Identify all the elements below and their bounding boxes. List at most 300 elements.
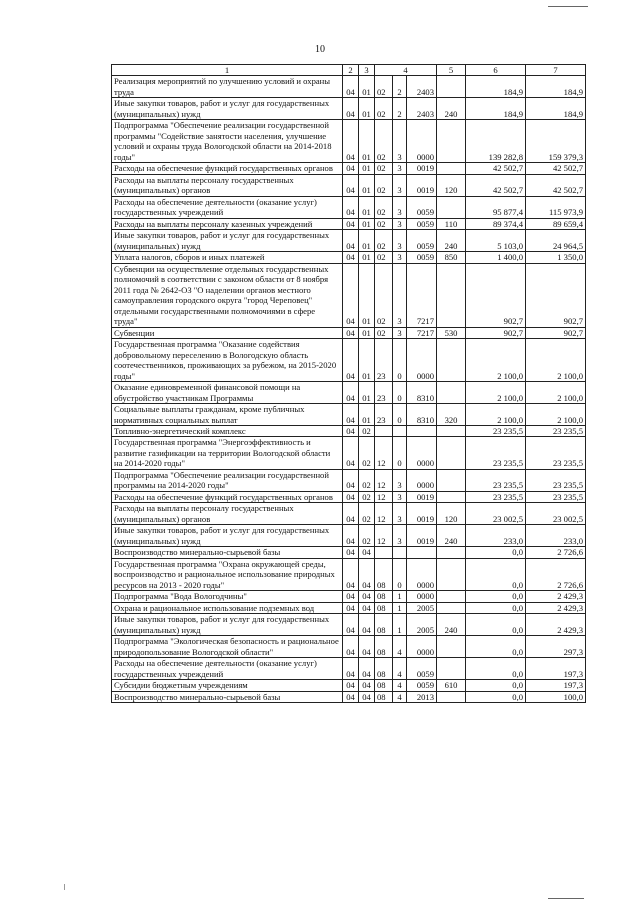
table-row [112,404,586,426]
code-direction [407,547,437,558]
code-subsection: 01 [359,252,375,263]
row-name: Расходы на обеспечение функций государственных органов [112,491,343,502]
row-name: Подпрограмма "Обеспечение реализации государственной программы "Содействие занятости населения, улучшение условий и охраны труда Вологодской области на 2014-2018 годы" [112,120,343,163]
row-name: Уплата налогов, сборов и иных платежей [112,252,343,263]
code-section: 04 [343,491,359,502]
code-subsection: 04 [359,614,375,636]
row-name: Социальные выплаты гражданам, кроме публичных нормативных социальных выплат [112,404,343,426]
row-name: Субсидии бюджетным учреждениям [112,680,343,691]
code-section: 04 [343,591,359,602]
code-direction: 7217 [407,327,437,338]
code-subsection: 01 [359,404,375,426]
amount-col-7: 902,7 [526,263,586,327]
amount-col-6: 2 100,0 [466,382,526,404]
code-expense-type [437,120,466,163]
code-expense-type [437,163,466,174]
amount-col-7: 1 350,0 [526,252,586,263]
table-row [112,252,586,263]
header-col-5: 5 [437,65,466,76]
amount-col-6: 902,7 [466,327,526,338]
code-subprogram: 3 [393,218,407,229]
code-program: 02 [375,76,393,98]
code-subprogram: 4 [393,680,407,691]
amount-col-6: 2 100,0 [466,404,526,426]
code-subsection: 04 [359,680,375,691]
amount-col-7: 23 235,5 [526,425,586,436]
code-subprogram: 0 [393,437,407,469]
code-subprogram: 4 [393,691,407,702]
row-name: Подпрограмма "Вода Вологодчины" [112,591,343,602]
code-program [375,425,393,436]
amount-col-6: 0,0 [466,558,526,590]
code-expense-type: 240 [437,525,466,547]
code-section: 04 [343,614,359,636]
row-name: Государственная программа "Оказание содействия добровольному переселению в Вологодскую область соотечественников, проживающих за рубежом, на 2015-2020 годы" [112,339,343,382]
code-subsection: 01 [359,196,375,218]
code-subsection: 02 [359,503,375,525]
code-subprogram: 4 [393,636,407,658]
table-row [112,602,586,613]
table-row [112,503,586,525]
code-expense-type [437,636,466,658]
header-col-7: 7 [526,65,586,76]
code-section: 04 [343,658,359,680]
code-section: 04 [343,691,359,702]
budget-table [111,64,586,703]
code-direction: 2005 [407,602,437,613]
amount-col-6: 139 282,8 [466,120,526,163]
code-section: 04 [343,547,359,558]
code-section: 04 [343,339,359,382]
amount-col-7: 23 235,5 [526,437,586,469]
code-subprogram: 3 [393,174,407,196]
code-subsection: 04 [359,691,375,702]
row-name: Субвенции на осуществление отдельных государственных полномочий в соответствии с законом области от 8 ноября 2011 года № 2642-ОЗ "О наделении органов местного самоуправления городского округа "город Череповец" отдельными государственными полномочиями в сфере труда" [112,263,343,327]
code-direction: 8310 [407,382,437,404]
table-body [112,76,586,703]
amount-col-6: 2 100,0 [466,339,526,382]
code-subprogram [393,547,407,558]
row-name: Воспроизводство минерально-сырьевой базы [112,547,343,558]
table-row [112,437,586,469]
code-subprogram: 1 [393,614,407,636]
amount-col-6: 23 002,5 [466,503,526,525]
code-expense-type: 530 [437,327,466,338]
table-row [112,327,586,338]
code-direction: 2013 [407,691,437,702]
row-name: Расходы на выплаты персоналу казенных учреждений [112,218,343,229]
code-subprogram: 3 [393,263,407,327]
code-program: 02 [375,327,393,338]
scan-mark-bottom-left [64,884,65,890]
table-row [112,98,586,120]
code-subsection: 02 [359,469,375,491]
code-subsection: 01 [359,339,375,382]
amount-col-6: 0,0 [466,658,526,680]
code-subsection: 02 [359,437,375,469]
code-subsection: 04 [359,658,375,680]
code-subprogram: 3 [393,503,407,525]
code-expense-type: 610 [437,680,466,691]
amount-col-6: 0,0 [466,614,526,636]
code-program: 08 [375,658,393,680]
code-expense-type: 320 [437,404,466,426]
table-row [112,218,586,229]
amount-col-7: 2 429,3 [526,614,586,636]
code-direction [407,425,437,436]
amount-col-7: 2 100,0 [526,339,586,382]
code-expense-type [437,469,466,491]
code-section: 04 [343,469,359,491]
code-direction: 0019 [407,503,437,525]
code-subprogram: 3 [393,163,407,174]
code-program: 02 [375,230,393,252]
table-row [112,691,586,702]
table-row [112,120,586,163]
code-expense-type [437,437,466,469]
code-subsection: 02 [359,491,375,502]
table-row [112,196,586,218]
code-section: 04 [343,252,359,263]
table-row [112,680,586,691]
amount-col-7: 2 429,3 [526,591,586,602]
row-name: Воспроизводство минерально-сырьевой базы [112,691,343,702]
amount-col-6: 0,0 [466,691,526,702]
code-direction: 0019 [407,525,437,547]
code-subprogram: 3 [393,525,407,547]
amount-col-7: 23 235,5 [526,491,586,502]
amount-col-6: 0,0 [466,591,526,602]
code-section: 04 [343,98,359,120]
table-row [112,76,586,98]
code-program: 12 [375,503,393,525]
header-col-2: 2 [343,65,359,76]
amount-col-6: 0,0 [466,602,526,613]
code-program: 12 [375,469,393,491]
code-expense-type [437,263,466,327]
code-expense-type [437,196,466,218]
row-name: Подпрограмма "Обеспечение реализации государственной программы на 2014-2020 годы" [112,469,343,491]
amount-col-7: 42 502,7 [526,174,586,196]
code-subsection: 02 [359,425,375,436]
code-direction: 0059 [407,658,437,680]
code-section: 04 [343,196,359,218]
amount-col-6: 42 502,7 [466,163,526,174]
code-section: 04 [343,120,359,163]
code-direction: 0000 [407,120,437,163]
amount-col-6: 184,9 [466,98,526,120]
row-name: Иные закупки товаров, работ и услуг для государственных (муниципальных) нужд [112,230,343,252]
row-name: Государственная программа "Охрана окружающей среды, воспроизводство и рациональное использование природных ресурсов на 2013 - 2020 годы" [112,558,343,590]
code-direction: 8310 [407,404,437,426]
row-name: Иные закупки товаров, работ и услуг для государственных (муниципальных) нужд [112,614,343,636]
code-subsection: 01 [359,327,375,338]
code-expense-type: 240 [437,614,466,636]
code-program: 12 [375,437,393,469]
code-subprogram: 3 [393,327,407,338]
code-expense-type: 240 [437,230,466,252]
code-program: 08 [375,602,393,613]
code-section: 04 [343,680,359,691]
code-subprogram: 3 [393,196,407,218]
code-program: 23 [375,404,393,426]
code-direction: 0059 [407,196,437,218]
code-direction: 0059 [407,252,437,263]
amount-col-7: 902,7 [526,327,586,338]
code-program: 02 [375,252,393,263]
code-direction: 0000 [407,636,437,658]
code-direction: 0000 [407,437,437,469]
table-row [112,174,586,196]
code-program: 02 [375,98,393,120]
row-name: Расходы на обеспечение деятельности (оказание услуг) государственных учреждений [112,196,343,218]
code-direction: 2403 [407,76,437,98]
code-section: 04 [343,525,359,547]
code-section: 04 [343,558,359,590]
amount-col-7: 89 659,4 [526,218,586,229]
row-name: Расходы на выплаты персоналу государственных (муниципальных) органов [112,174,343,196]
code-direction: 0059 [407,218,437,229]
code-subsection: 01 [359,163,375,174]
page-number: 10 [315,44,325,55]
table-row [112,263,586,327]
code-section: 04 [343,230,359,252]
code-direction: 0059 [407,230,437,252]
code-subsection: 01 [359,174,375,196]
code-expense-type [437,658,466,680]
header-col-3: 3 [359,65,375,76]
amount-col-6: 5 103,0 [466,230,526,252]
amount-col-6: 233,0 [466,525,526,547]
code-subprogram: 2 [393,76,407,98]
code-program: 02 [375,263,393,327]
code-expense-type [437,491,466,502]
amount-col-6: 23 235,5 [466,469,526,491]
code-section: 04 [343,218,359,229]
amount-col-6: 0,0 [466,547,526,558]
row-name: Расходы на обеспечение деятельности (оказание услуг) государственных учреждений [112,658,343,680]
code-program: 02 [375,163,393,174]
code-program: 08 [375,558,393,590]
amount-col-7: 197,3 [526,658,586,680]
code-direction: 7217 [407,263,437,327]
code-section: 04 [343,404,359,426]
code-subprogram: 1 [393,591,407,602]
row-name: Иные закупки товаров, работ и услуг для государственных (муниципальных) нужд [112,525,343,547]
code-section: 04 [343,174,359,196]
row-name: Иные закупки товаров, работ и услуг для государственных (муниципальных) нужд [112,98,343,120]
code-expense-type: 850 [437,252,466,263]
amount-col-6: 95 877,4 [466,196,526,218]
code-subprogram: 3 [393,230,407,252]
amount-col-6: 0,0 [466,636,526,658]
amount-col-7: 100,0 [526,691,586,702]
scan-mark-bottom-right [548,898,584,899]
code-section: 04 [343,327,359,338]
table-row [112,230,586,252]
code-subsection: 01 [359,218,375,229]
code-expense-type [437,558,466,590]
code-subsection: 01 [359,382,375,404]
table-row [112,614,586,636]
code-subprogram: 4 [393,658,407,680]
amount-col-6: 23 235,5 [466,437,526,469]
code-expense-type: 120 [437,174,466,196]
code-subprogram [393,425,407,436]
code-section: 04 [343,503,359,525]
amount-col-7: 197,3 [526,680,586,691]
code-expense-type: 110 [437,218,466,229]
code-expense-type [437,547,466,558]
amount-col-7: 2 100,0 [526,404,586,426]
amount-col-7: 2 726,6 [526,547,586,558]
code-subprogram: 0 [393,382,407,404]
amount-col-7: 2 726,6 [526,558,586,590]
table-row [112,525,586,547]
row-name: Субвенции [112,327,343,338]
code-section: 04 [343,76,359,98]
code-subprogram: 0 [393,339,407,382]
code-program: 23 [375,382,393,404]
code-subsection: 01 [359,98,375,120]
code-direction: 0019 [407,163,437,174]
code-program: 08 [375,636,393,658]
row-name: Топливно-энергетический комплекс [112,425,343,436]
amount-col-6: 23 235,5 [466,425,526,436]
scan-mark-top-right [548,6,588,7]
table-row [112,382,586,404]
code-section: 04 [343,602,359,613]
code-expense-type [437,382,466,404]
code-direction: 0000 [407,558,437,590]
code-subsection: 01 [359,263,375,327]
amount-col-7: 2 100,0 [526,382,586,404]
amount-col-7: 159 379,3 [526,120,586,163]
code-program: 08 [375,591,393,602]
code-section: 04 [343,437,359,469]
code-program: 12 [375,525,393,547]
code-subprogram: 3 [393,252,407,263]
code-expense-type: 120 [437,503,466,525]
code-subprogram: 3 [393,469,407,491]
header-col-1: 1 [112,65,343,76]
amount-col-7: 115 973,9 [526,196,586,218]
amount-col-6: 1 400,0 [466,252,526,263]
table-row [112,636,586,658]
code-section: 04 [343,263,359,327]
code-subprogram: 0 [393,404,407,426]
amount-col-6: 184,9 [466,76,526,98]
amount-col-7: 297,3 [526,636,586,658]
code-subsection: 01 [359,120,375,163]
code-program [375,547,393,558]
code-direction: 0059 [407,680,437,691]
amount-col-6: 42 502,7 [466,174,526,196]
header-col-4: 4 [375,65,437,76]
code-subprogram: 0 [393,558,407,590]
amount-col-6: 0,0 [466,680,526,691]
code-program: 08 [375,680,393,691]
table-row [112,339,586,382]
row-name: Государственная программа "Энергоэффективность и развитие газификации на территории Вологодской области на 2014-2020 годы" [112,437,343,469]
code-program: 12 [375,491,393,502]
code-subsection: 04 [359,547,375,558]
code-section: 04 [343,636,359,658]
amount-col-7: 233,0 [526,525,586,547]
code-expense-type [437,691,466,702]
row-name: Подпрограмма "Экологическая безопасность и рациональное природопользование Вологодской области" [112,636,343,658]
code-direction: 2403 [407,98,437,120]
code-direction: 0000 [407,469,437,491]
row-name: Расходы на выплаты персоналу государственных (муниципальных) органов [112,503,343,525]
code-expense-type [437,591,466,602]
row-name: Реализация мероприятий по улучшению условий и охраны труда [112,76,343,98]
code-section: 04 [343,163,359,174]
code-program: 08 [375,614,393,636]
code-expense-type [437,602,466,613]
code-subprogram: 2 [393,98,407,120]
code-subsection: 01 [359,230,375,252]
amount-col-7: 184,9 [526,76,586,98]
table-row [112,558,586,590]
code-subsection: 04 [359,636,375,658]
code-subsection: 01 [359,76,375,98]
amount-col-7: 24 964,5 [526,230,586,252]
table-row [112,547,586,558]
amount-col-7: 184,9 [526,98,586,120]
code-subprogram: 3 [393,120,407,163]
code-subsection: 04 [359,591,375,602]
code-program: 02 [375,120,393,163]
code-program: 02 [375,196,393,218]
code-section: 04 [343,425,359,436]
row-name: Оказание единовременной финансовой помощи на обустройство участникам Программы [112,382,343,404]
amount-col-7: 42 502,7 [526,163,586,174]
code-subsection: 04 [359,558,375,590]
code-direction: 0000 [407,591,437,602]
code-expense-type [437,425,466,436]
code-program: 02 [375,218,393,229]
code-subprogram: 3 [393,491,407,502]
table-row [112,163,586,174]
amount-col-7: 23 235,5 [526,469,586,491]
amount-col-6: 89 374,4 [466,218,526,229]
amount-col-7: 23 002,5 [526,503,586,525]
code-program: 08 [375,691,393,702]
amount-col-7: 2 429,3 [526,602,586,613]
table-row [112,425,586,436]
code-program: 02 [375,174,393,196]
code-subsection: 04 [359,602,375,613]
code-direction: 0019 [407,174,437,196]
amount-col-6: 23 235,5 [466,491,526,502]
code-direction: 2005 [407,614,437,636]
code-section: 04 [343,382,359,404]
row-name: Расходы на обеспечение функций государственных органов [112,163,343,174]
table-row [112,469,586,491]
table-row [112,658,586,680]
table-row [112,591,586,602]
header-col-6: 6 [466,65,526,76]
code-subsection: 02 [359,525,375,547]
code-expense-type [437,76,466,98]
table-row [112,491,586,502]
code-subprogram: 1 [393,602,407,613]
code-program: 23 [375,339,393,382]
code-direction: 0000 [407,339,437,382]
code-direction: 0019 [407,491,437,502]
amount-col-6: 902,7 [466,263,526,327]
